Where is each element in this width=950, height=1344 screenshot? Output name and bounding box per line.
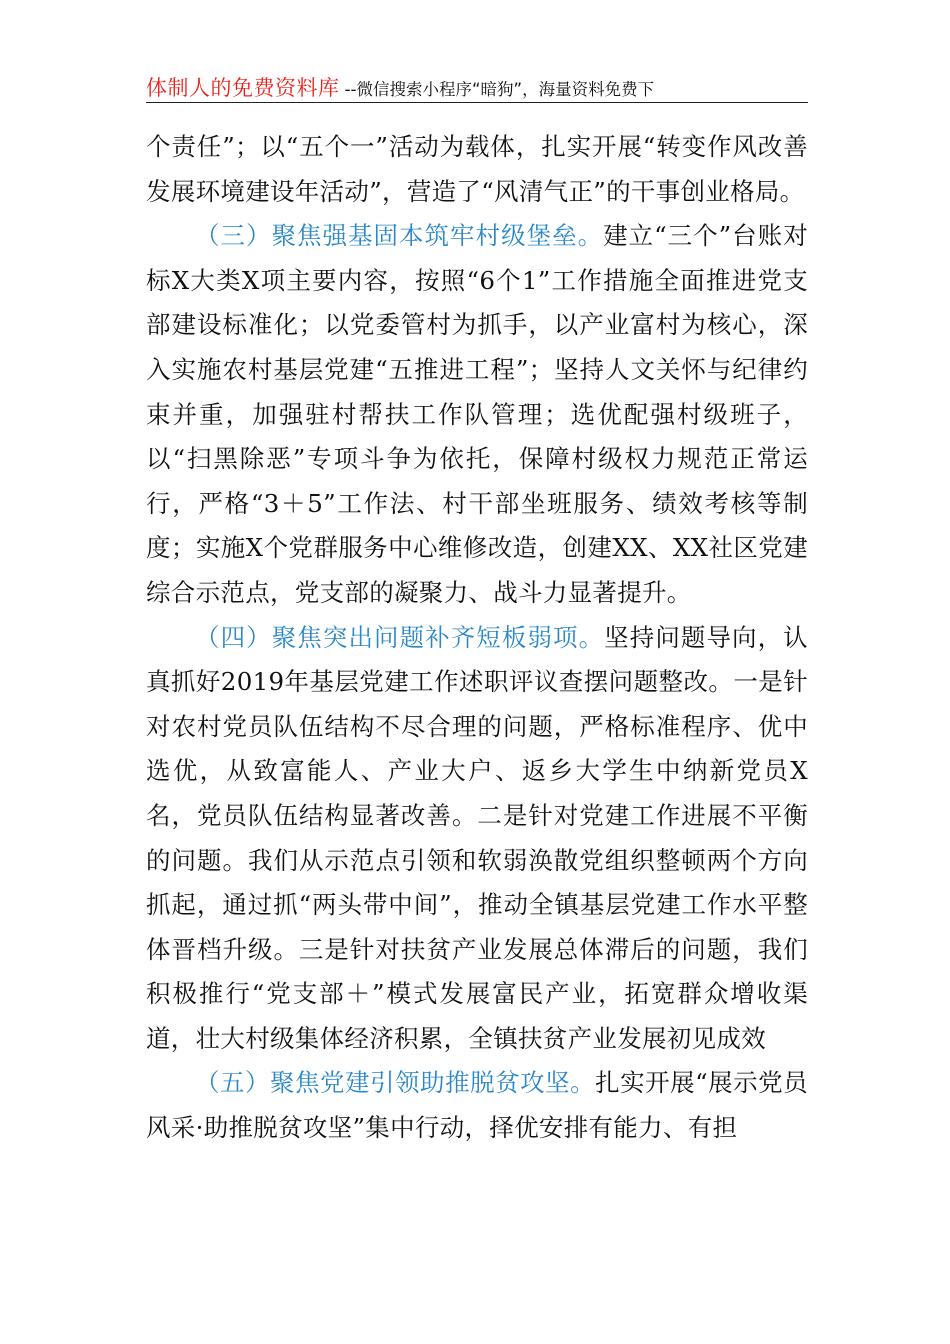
section-heading: （四）聚焦突出问题补齐短板弱项。 (195, 622, 605, 652)
paragraph-section-5 (146, 1061, 808, 1150)
header-brand: 体制人的免费资料库 (146, 76, 340, 100)
paragraph-text: 个责任”；以“五个一”活动为载体，扎实开展“转变作风改善发展环境建设年活动”，营造了“风清气正”的干事创业格局。 (146, 132, 808, 206)
section-heading: （三）聚焦强基固本筑牢村级堡垒。 (195, 221, 604, 251)
paragraph-section-4 (146, 616, 808, 1062)
paragraph-text: 坚持问题导向，认真抓好2019年基层党建工作述职评议查摆问题整改。一是针对农村党员队伍结构不尽合理的问题，严格标准程序、优中选优，从致富能人、产业大户、返乡大学生中纳新党员X名，党员队伍结构显著改善。二是针对党建工作进展不平衡的问题。我们从示范点引领和软弱涣散党组织整顿两个方向抓起，通过抓“两头带中间”，推动全镇基层党建工作水平整体晋档升级。三是针对扶贫产业发展总体滞后的问题，我们积极推行“党支部＋”模式发展富民产业，拓宽群众增收渠道，壮大村级集体经济积累，全镇扶贫产业发展初见成效 (146, 622, 808, 1053)
paragraph-section-3 (146, 214, 808, 615)
page-header (146, 72, 808, 103)
section-heading: （五）聚焦党建引领助推脱贫攻坚。 (195, 1068, 596, 1098)
document-body (146, 125, 808, 1151)
paragraph-continuation (146, 125, 808, 214)
paragraph-text: 扎实开展“展示党员风采·助推脱贫攻坚”集中行动，择优安排有能力、有担 (146, 1068, 808, 1143)
paragraph-text: 建立“三个”台账对标X大类X项主要内容，按照“6个1”工作措施全面推进党支部建设标准化；以党委管村为抓手，以产业富村为核心，深入实施农村基层党建“五推进工程”；坚持人文关怀与纪律约束并重，加强驻村帮扶工作队管理；选优配强村级班子，以“扫黑除恶”专项斗争为依托，保障村级权力规范正常运行，严格“3＋5”工作法、村干部坐班服务、绩效考核等制度；实施X个党群服务中心维修改造，创建XX、XX社区党建综合示范点，党支部的凝聚力、战斗力显著提升。 (146, 221, 808, 607)
header-subtitle: --微信搜索小程序“暗狗”，海量资料免费下 (344, 80, 655, 99)
